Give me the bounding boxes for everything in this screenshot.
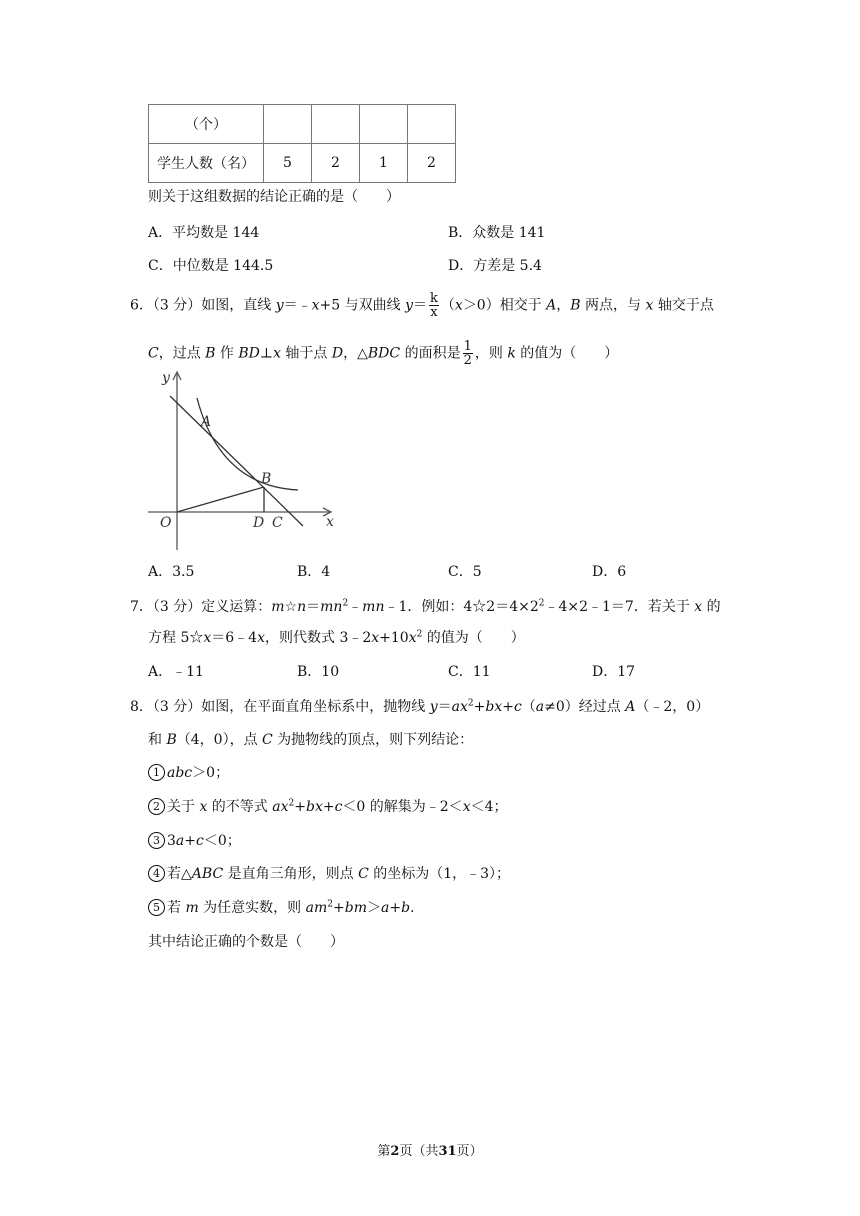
label-y: y <box>162 370 170 386</box>
q8-closing: 其中结论正确的个数是（ ） <box>148 934 344 950</box>
q7-option-b: B．10 <box>297 664 340 680</box>
circled-3: 3 <box>148 832 165 849</box>
q7-option-a: A．﹣11 <box>148 664 204 680</box>
label-c: C <box>272 515 283 531</box>
label-x: x <box>326 514 334 530</box>
label-o: O <box>160 515 172 531</box>
circled-4: 4 <box>148 865 165 882</box>
table-cell: 1 <box>360 144 408 183</box>
table-cell <box>360 105 408 144</box>
line-y-eq-neg-x-plus-5 <box>170 396 303 526</box>
page-footer: 第2页（共31页） <box>377 1144 483 1159</box>
q6-fraction-one-half: $\frac{1}{2}$ <box>463 339 472 368</box>
table-cell: 5 <box>264 144 312 183</box>
segment-ob <box>177 487 264 512</box>
q8-line-2: 和 B（4，0），点 C 为抛物线的顶点，则下列结论： <box>148 732 474 748</box>
table-cell <box>408 105 456 144</box>
table-cell: （个） <box>149 105 264 144</box>
label-b: B <box>261 471 272 487</box>
circled-5: 5 <box>148 899 165 916</box>
circled-1: 1 <box>148 764 165 781</box>
q7-line-2: 方程 5☆x＝6﹣4x，则代数式 $3﹣2x+10x^2$ 的值为（ ） <box>148 629 525 646</box>
q8-item-5: 5 若 m 为任意实数，则 $am^2+bm>a+b$. <box>148 898 415 918</box>
table-cell: 2 <box>408 144 456 183</box>
q5-option-a: A．平均数是 144 <box>148 225 260 241</box>
q7-option-d: D．17 <box>592 664 636 680</box>
table-cell: 2 <box>312 144 360 183</box>
table-cell: 学生人数（名） <box>149 144 264 183</box>
table-row <box>149 144 456 183</box>
q6-option-d: D．6 <box>592 564 627 580</box>
q5-option-c: C．中位数是 144.5 <box>148 258 274 274</box>
q6-fraction-k-over-x: $\frac{k}{x}$ <box>430 291 438 320</box>
q6-number: 6．（3 分）如图，直线 <box>130 297 276 314</box>
page-number: 2 <box>390 1144 400 1159</box>
q7-option-c: C．11 <box>448 664 491 680</box>
q8-line-1: 8．（3 分）如图，在平面直角坐标系中，抛物线 $y=ax^2+bx+c(a\ne 0)$经过点 A（﹣2，0） <box>130 698 710 715</box>
label-a: A <box>201 414 212 430</box>
q5-option-d: D．方差是 5.4 <box>448 258 542 274</box>
q5-option-b: B．众数是 141 <box>448 225 546 241</box>
hyperbola-curve <box>197 398 298 490</box>
table-row <box>149 105 456 144</box>
total-pages: 31 <box>438 1144 457 1159</box>
q7-line-1: 7．（3 分）定义运算：$m☆n=mn^2﹣mn﹣1$．例如：$4☆2=4\times 2^2﹣4\times 2﹣1=7$．若关于 x 的 <box>130 598 721 615</box>
q8-item-4: 4 若△ABC 是直角三角形，则点 C 的坐标为（1，﹣3）； <box>148 864 510 884</box>
table-cell <box>264 105 312 144</box>
q6-line-1: 6．（3 分）如图，直线 y＝﹣x+5 与双曲线 y＝ $\frac{k}{x}$ （x＞0）相交于 A，B 两点，与 x 轴交于点 <box>130 291 714 320</box>
q8-item-2: 2 关于 x 的不等式 $ax^2+bx+c<0$ 的解集为﹣2＜x＜4； <box>148 797 508 817</box>
q6-option-a: A．3.5 <box>148 564 195 580</box>
q8-item-3: 3 3a+c＜0； <box>148 831 241 851</box>
q8-item-1: 1 abc＞0； <box>148 763 229 783</box>
table-cell <box>312 105 360 144</box>
circled-2: 2 <box>148 798 165 815</box>
q5-stem: 则关于这组数据的结论正确的是（ ） <box>148 189 400 205</box>
q6-line-2: C，过点 B 作 BD⊥x 轴于点 D，△BDC 的面积是 $\frac{1}{2}$ ，则 k 的值为（ ） <box>148 339 619 368</box>
q6-option-b: B．4 <box>297 564 331 580</box>
q6-option-c: C．5 <box>448 564 482 580</box>
frequency-table <box>148 104 456 183</box>
q6-figure <box>140 366 340 552</box>
label-d: D <box>253 515 265 531</box>
